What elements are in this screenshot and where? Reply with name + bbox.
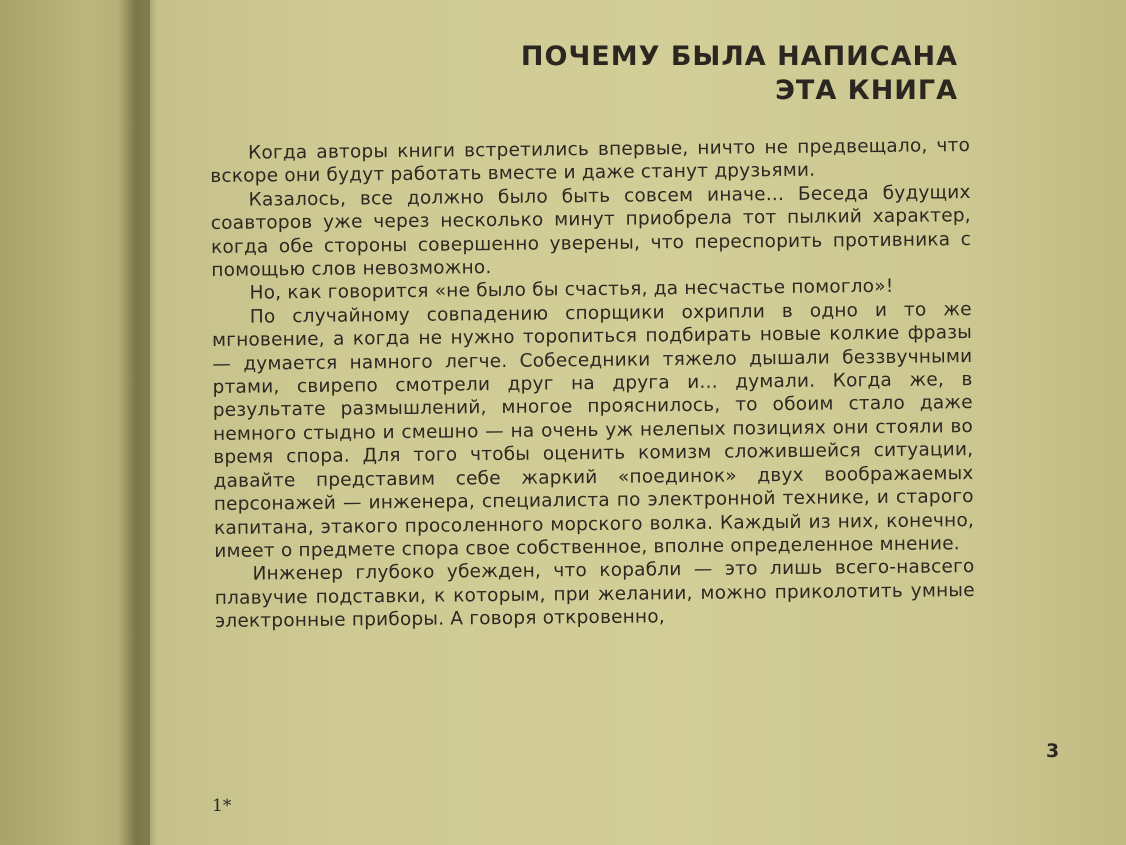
right-page <box>210 40 975 634</box>
book-gutter <box>118 0 158 845</box>
paragraph: Казалось, все должно было быть совсем иначе... Беседа будущих соавторов уже через несколько минут приобрела тот пылкий характер, когда обе стороны совершенно уверены, что переспорить противника с помощью слов невозможно. <box>210 181 972 282</box>
paragraph: По случайному совпадению спорщики охрипли в одно и то же мгновение, а когда не нужно торопиться подбирать новые колкие фразы — думается намного легче. Собеседники тяжело дышали беззвучными ртами, свирепо смотрели друг на друга и... думали. Когда же, в результате размышлений, многое прояснилось, то обоим стало даже немного стыдно и смешно — на очень уж нелепых позициях они стояли во время спора. Для того чтобы оценить комизм сложившейся ситуации, давайте представим себе жаркий «поединок» двух воображаемых персонажей — инженера, специалиста по электронной технике, и старого капитана, этакого просоленного морского волка. Каждый из них, конечно, имеет о предмете спора свое собственное, вполне определенное мнение. <box>211 298 975 562</box>
paragraph: Инженер глубоко убежден, что корабли — это лишь всего-навсего плавучие подставки, к которым, при желании, можно приколотить умные электронные приборы. А говоря откровенно, <box>214 556 975 633</box>
paragraph: Но, как говорится «не было бы счастья, да несчастье помогло»! <box>249 276 894 305</box>
page-number: 3 <box>1046 740 1060 762</box>
chapter-title <box>210 40 958 108</box>
printer-signature-mark: 1* <box>212 796 232 816</box>
chapter-title-line-2: ЭТА КНИГА <box>775 75 958 106</box>
chapter-title-line-1: ПОЧЕМУ БЫЛА НАПИСАНА <box>520 41 958 72</box>
body-text <box>210 134 975 633</box>
paragraph: Когда авторы книги встретились впервые, ничто не предвещало, что вскоре они будут работать вместе и даже станут друзьями. <box>210 135 971 188</box>
